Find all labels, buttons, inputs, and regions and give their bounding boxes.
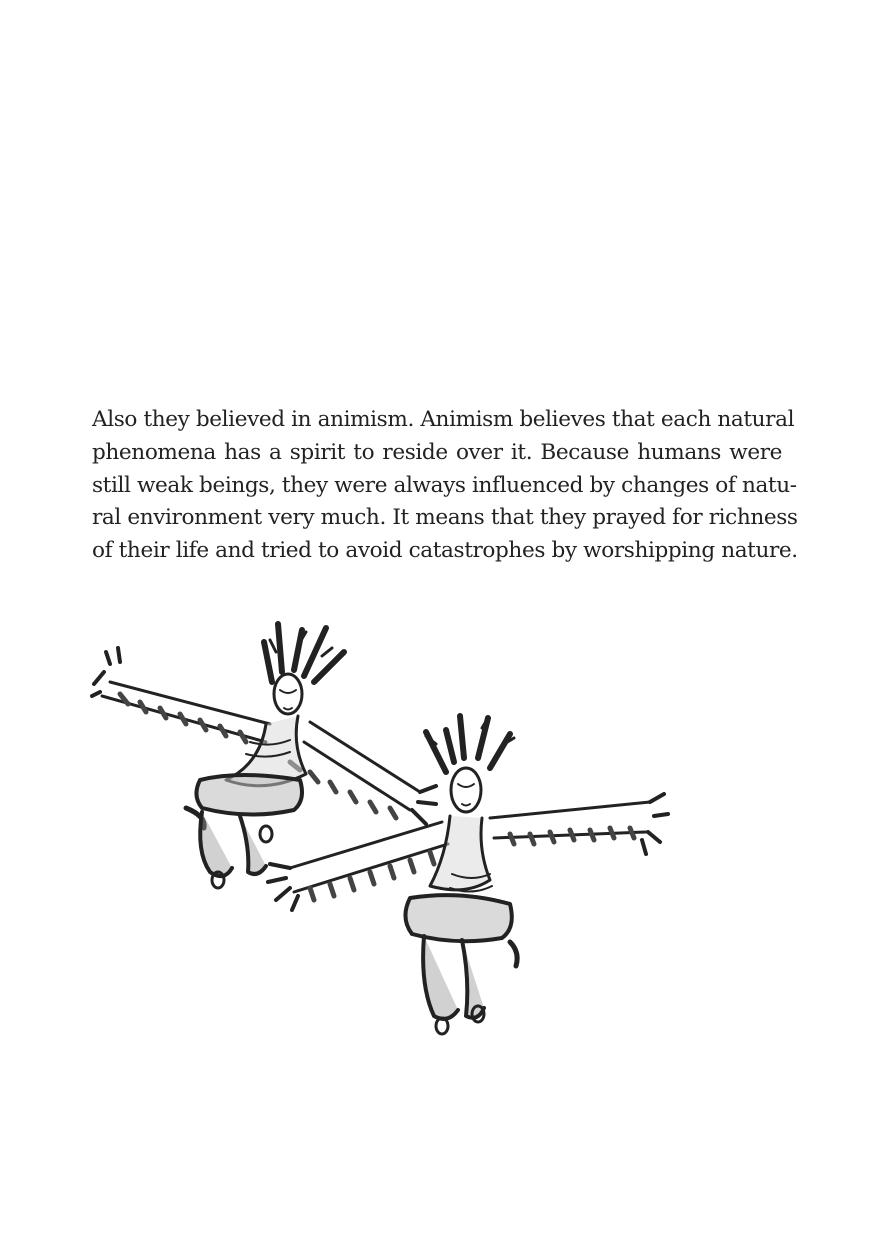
paragraph-line-5: of their life and tried to avoid catastrophes by worshipping nature.: [92, 538, 798, 564]
flying-figures-illustration: [90, 612, 680, 1072]
paragraph-line-3: still weak beings, they were always influenced by changes of natu-: [92, 472, 797, 498]
body-paragraph: [92, 404, 798, 568]
paragraph-line-1: Also they believed in animism. Animism believes that each natural: [92, 407, 795, 432]
paragraph-line-4: ral environment very much. It means that they prayed for richness: [92, 505, 798, 531]
paragraph-line-2: phenomena has a spirit to reside over it. Because humans were: [92, 439, 782, 465]
flying-figure-left: [92, 624, 436, 888]
flying-figure-right: [268, 716, 668, 1034]
